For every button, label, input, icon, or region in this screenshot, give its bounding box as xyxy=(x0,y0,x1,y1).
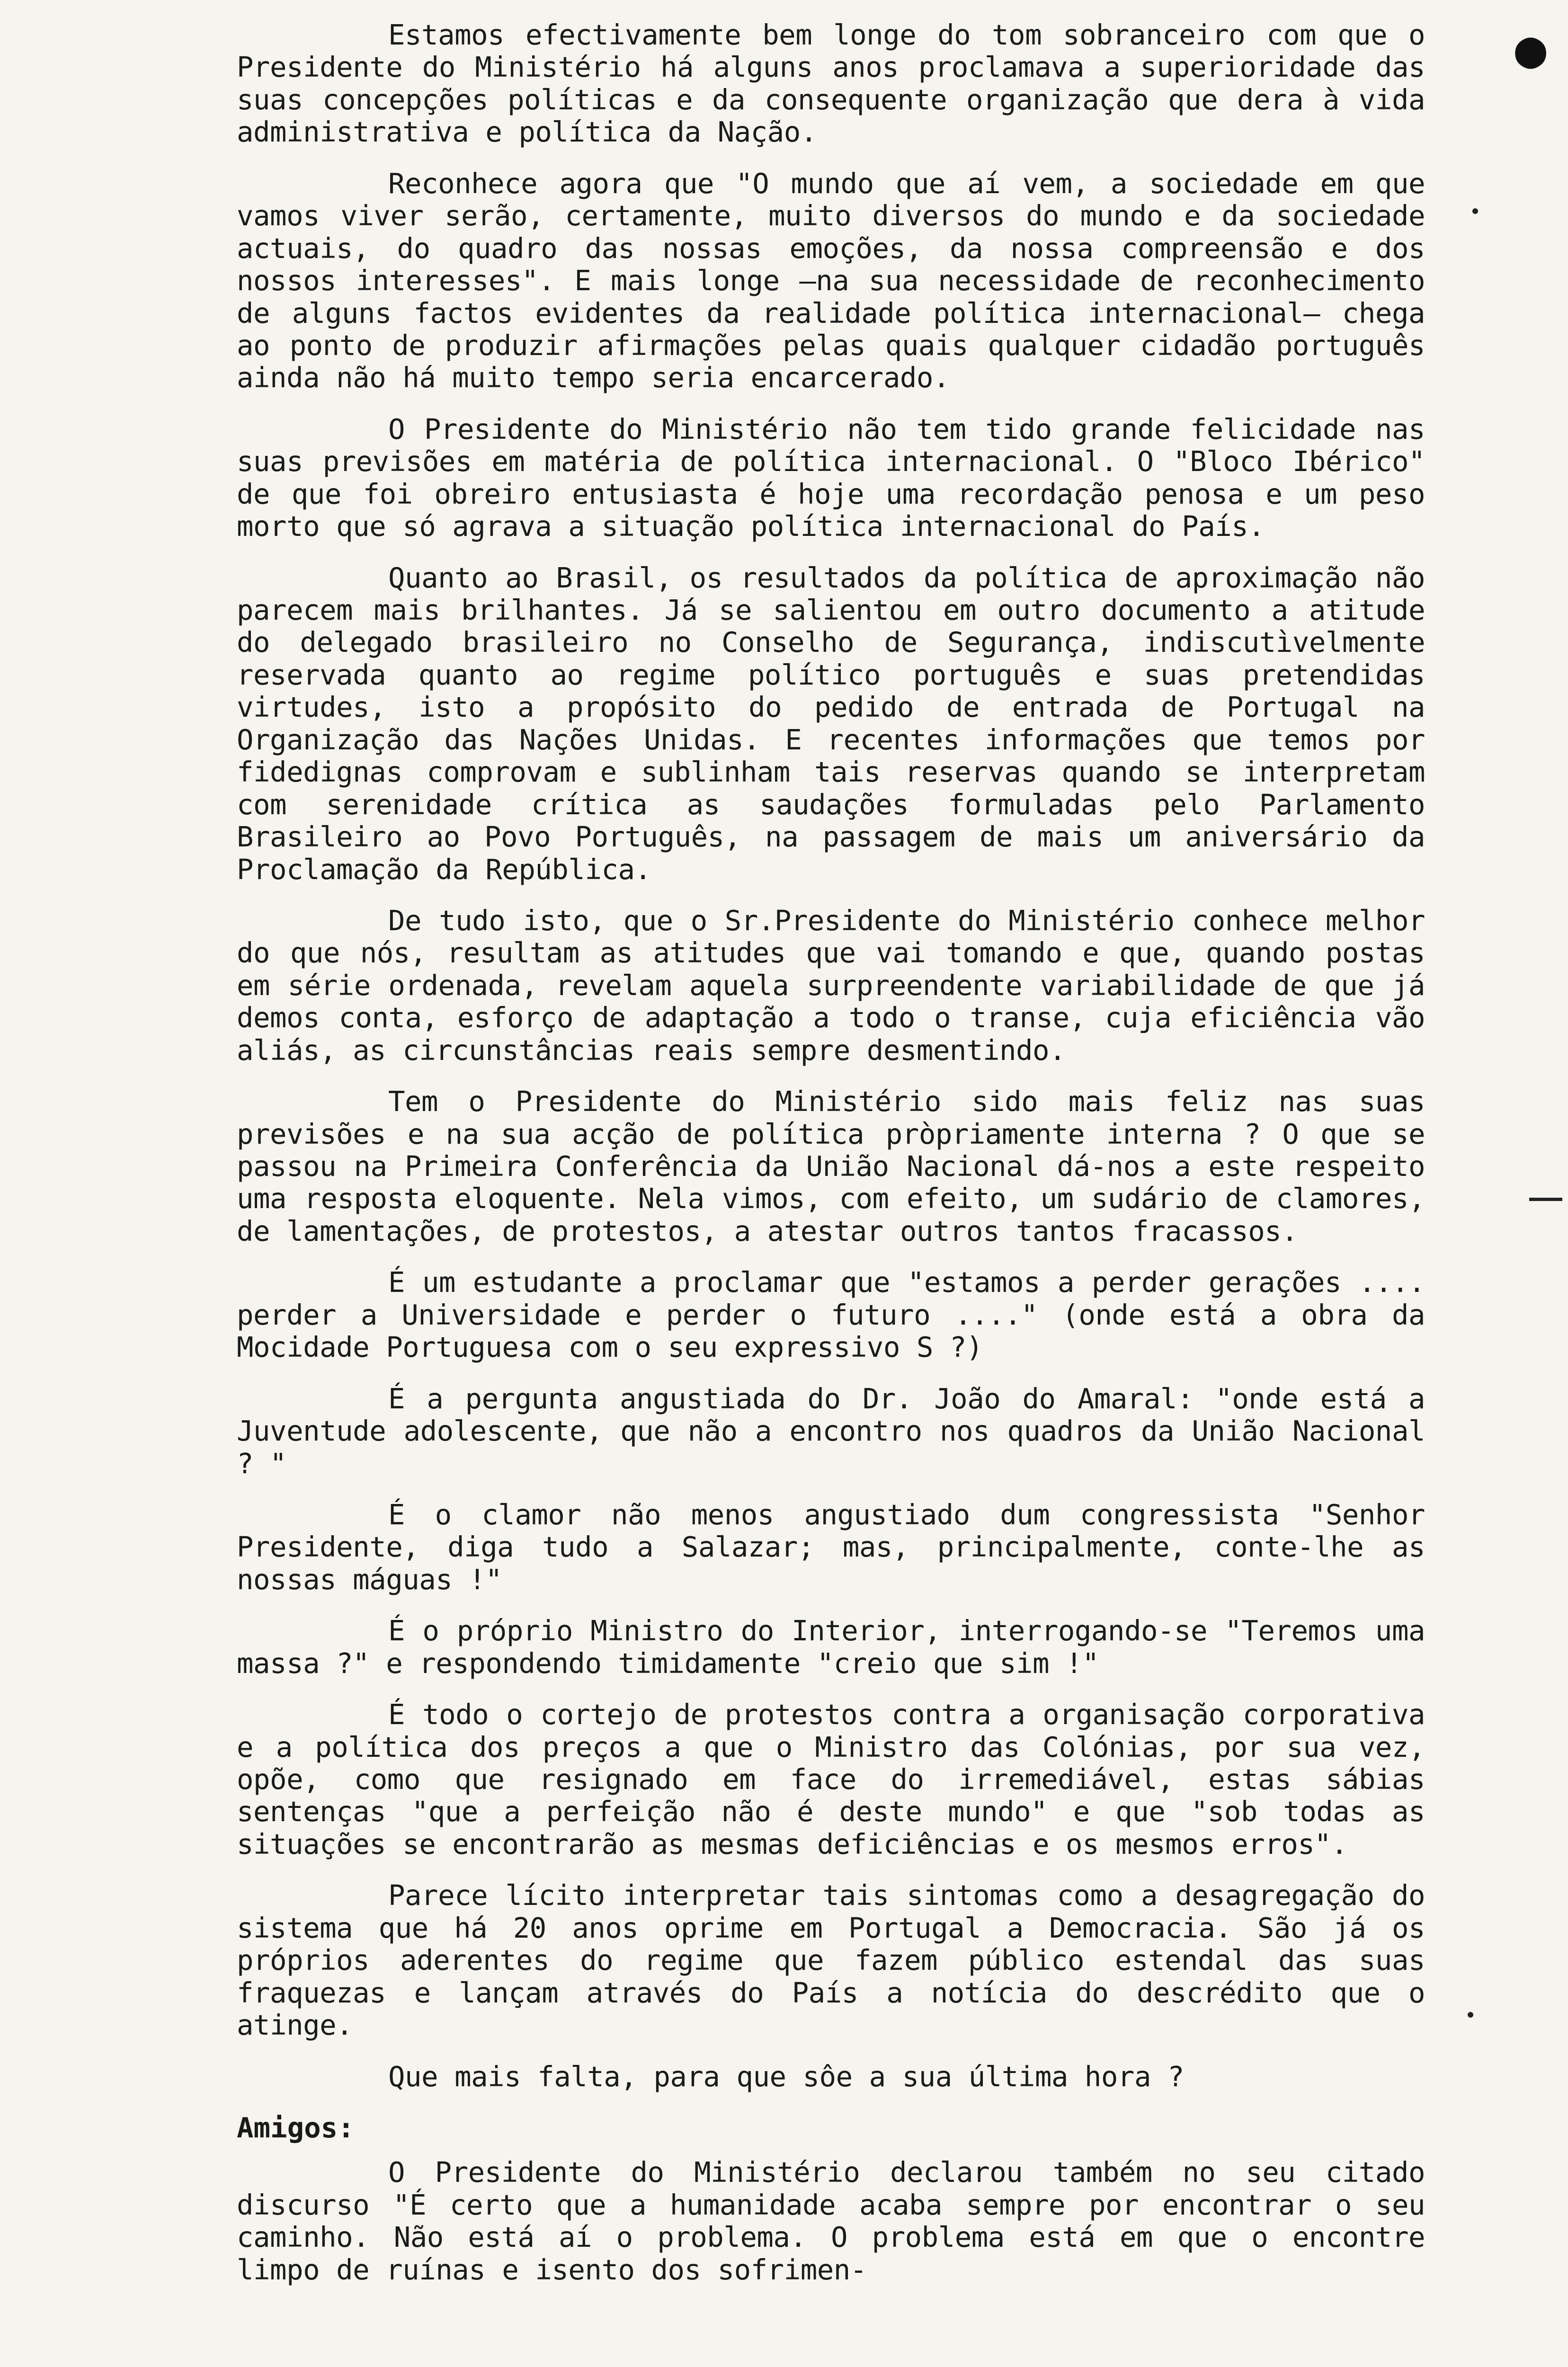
paragraph-5: De tudo isto, que o Sr.Presidente do Ministério conhece melhor do que nós, resultam as atitudes que vai tomando e que, quando postas em série ordenada, revelam aquela surpreendente variabilidade de que já demos conta, esforço de adaptação a todo o transe, cuja eficiência vão aliás, as circunstâncias reais sempre desmentindo. xyxy=(237,904,1425,1067)
closing-paragraph: O Presidente do Ministério declarou também no seu citado discurso "É certo que a humanidade acaba sempre por encontrar o seu caminho. Não está aí o problema. O problema está em que o encontre limpo de ruínas e isento dos sofrimen- xyxy=(237,2156,1425,2286)
paragraph-12: Parece lícito interpretar tais sintomas como a desagregação do sistema que há 20 anos oprime em Portugal a Democracia. São já os próprios aderentes do regime que fazem público estendal das suas fraquezas e lançam através do País a notícia do descrédito que o atinge. xyxy=(237,1879,1425,2042)
salutation: Amigos: xyxy=(237,2111,355,2144)
paragraph-8: É a pergunta angustiada do Dr. João do Amaral: "onde está a Juventude adolescente, que não a encontro nos quadros da União Nacional ? " xyxy=(237,1382,1425,1480)
margin-dash-mark xyxy=(1529,1198,1562,1201)
paragraph-1: Estamos efectivamente bem longe do tom sobranceiro com que o Presidente do Ministério há alguns anos proclamava a superioridade das suas concepções políticas e da consequente organização que dera à vida administrativa e política da Nação. xyxy=(237,18,1425,149)
paragraph-7: É um estudante a proclamar que "estamos a perder gerações .... perder a Universidade e perder o futuro ...." (onde está a obra da Mocidade Portuguesa com o seu expressivo S ?) xyxy=(237,1266,1425,1364)
paragraph-13: Que mais falta, para que sôe a sua última hora ? xyxy=(388,2060,1185,2093)
corner-mark: ● xyxy=(1515,18,1547,79)
paragraph-11: É todo o cortejo de protestos contra a organisação corporativa e a política dos preços a que o Ministro das Colónias, por sua vez, opõe, como que resignado em face do irremediável, estas sábias sentenças "que a perfeição não é deste mundo" e que "sob todas as situações se encontrarão as mesmas deficiências e os mesmos erros". xyxy=(237,1698,1425,1860)
paragraph-4: Quanto ao Brasil, os resultados da política de aproximação não parecem mais brilhantes. Já se salientou em outro documento a atitude do delegado brasileiro no Conselho de Segurança, indiscutìvelmente reservada quanto ao regime político português e suas pretendidas virtudes, isto a propósito do pedido de entrada de Portugal na Organização das Nações Unidas. E recentes informações que temos por fidedignas comprovam e sublinham tais reservas quando se interpretam com serenidade crítica as saudações formuladas pelo Parlamento Brasileiro ao Povo Português, na passagem de mais um aniversário da Proclamação da República. xyxy=(237,561,1425,886)
margin-dot-mark xyxy=(1472,208,1478,214)
paragraph-3: O Presidente do Ministério não tem tido grande felicidade nas suas previsões em matéria de política internacional. O "Bloco Ibérico" de que foi obreiro entusiasta é hoje uma recordação penosa e um peso morto que só agrava a situação política internacional do País. xyxy=(237,412,1425,543)
paragraph-9: É o clamor não menos angustiado dum congressista "Senhor Presidente, diga tudo a Salazar; mas, principalmente, conte-lhe as nossas máguas !" xyxy=(237,1498,1425,1596)
paragraph-2: Reconhece agora que "O mundo que aí vem, a sociedade em que vamos viver serão, certamente, muito diversos do mundo e da sociedade actuais, do quadro das nossas emoções, da nossa compreensão e dos nossos interesses". E mais longe —na sua necessidade de reconhecimento de alguns factos evidentes da realidade política internacional— chega ao ponto de produzir afirmações pelas quais qualquer cidadão português ainda não há muito tempo seria encarcerado. xyxy=(237,167,1425,394)
paragraph-6: Tem o Presidente do Ministério sido mais feliz nas suas previsões e na sua acção de política pròpriamente interna ? O que se passou na Primeira Conferência da União Nacional dá-nos a este respeito uma resposta eloquente. Nela vimos, com efeito, um sudário de clamores, de lamentações, de protestos, a atestar outros tantos fracassos. xyxy=(237,1085,1425,1247)
paragraph-10: É o próprio Ministro do Interior, interrogando-se "Teremos uma massa ?" e respondendo timidamente "creio que sim !" xyxy=(237,1614,1425,1680)
document-body xyxy=(237,19,1425,2305)
margin-dot-mark xyxy=(1468,2012,1473,2018)
